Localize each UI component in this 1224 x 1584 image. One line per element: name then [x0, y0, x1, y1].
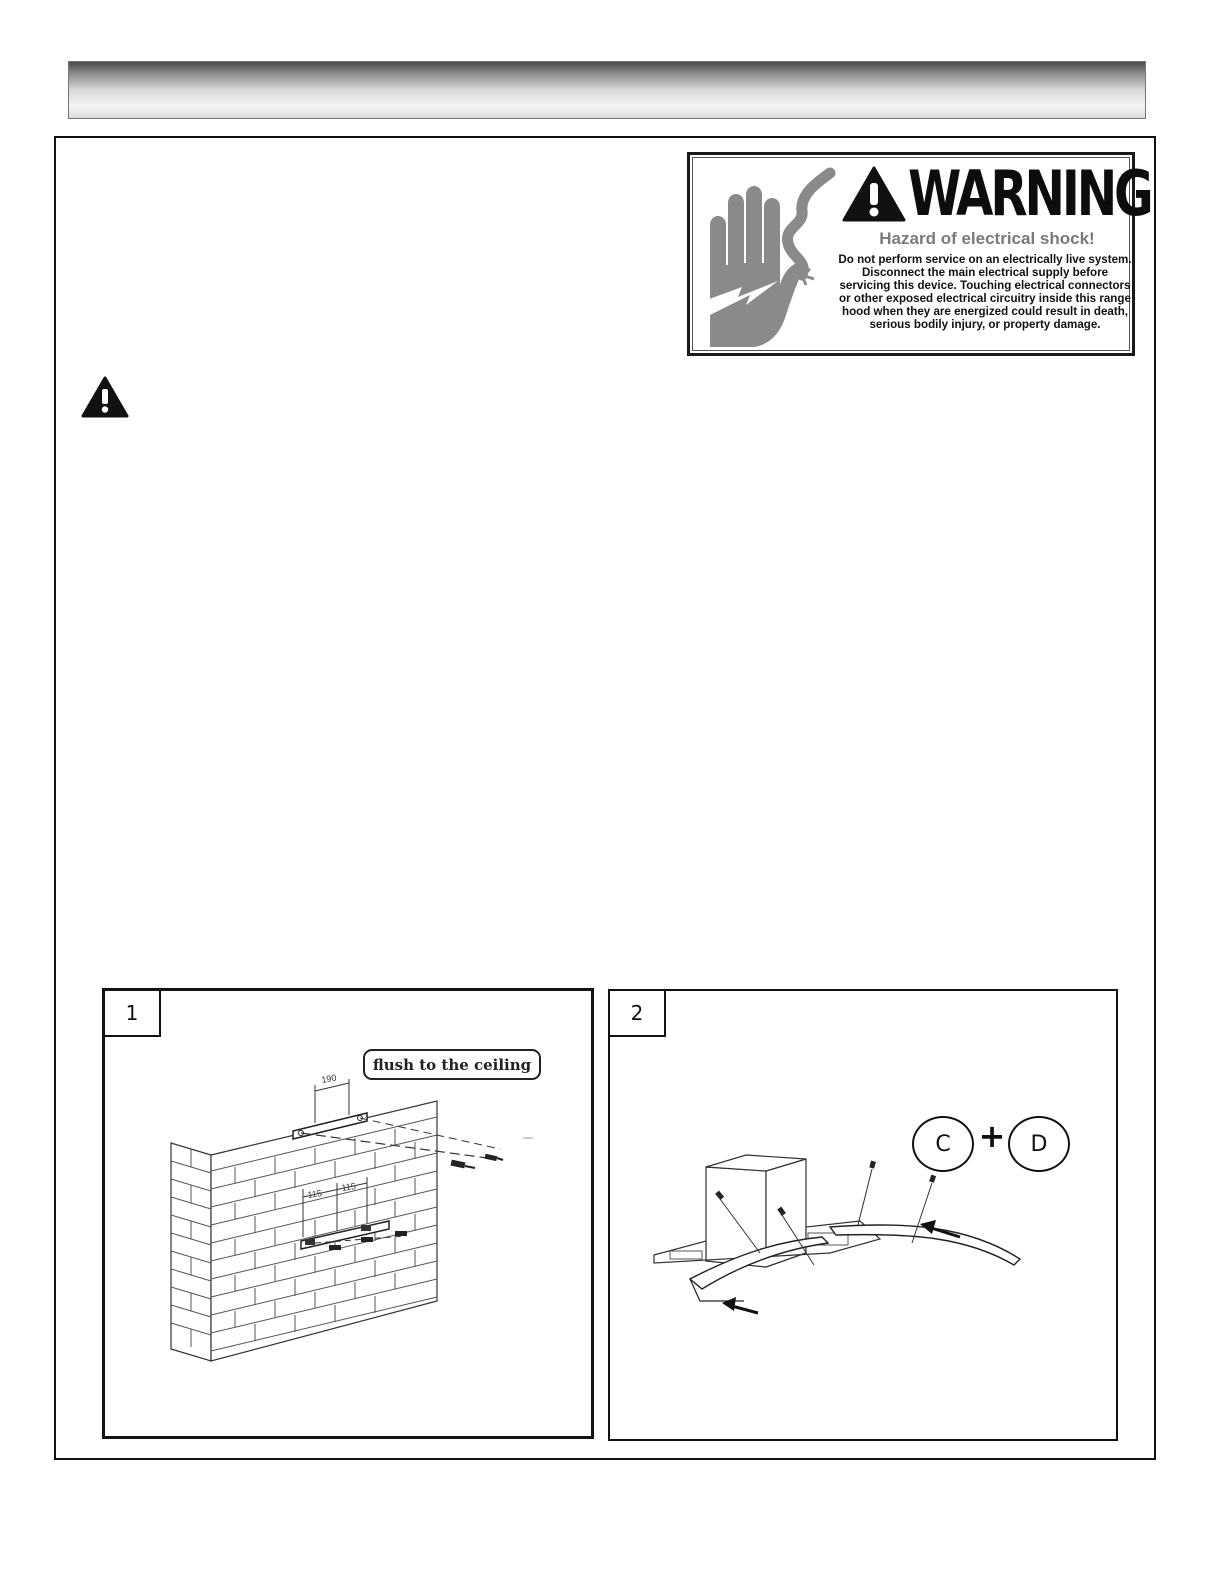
dimension-190: 190 — [320, 1072, 338, 1085]
part-c-label: C — [912, 1116, 974, 1172]
arrow-left-icon — [722, 1297, 758, 1313]
warning-triangle-icon — [81, 376, 129, 418]
warning-title-row — [842, 157, 1151, 230]
warning-title: WARNING — [908, 157, 1151, 230]
flush-to-ceiling-callout: flush to the ceiling — [363, 1049, 541, 1080]
electrical-warning-label — [687, 152, 1151, 356]
dimension-115-left: 115 — [306, 1188, 323, 1200]
figure-1-panel — [102, 988, 594, 1439]
warning-subtitle: Hazard of electrical shock! — [879, 229, 1095, 248]
plus-sign: + — [978, 1117, 1006, 1155]
figure-2-panel — [608, 989, 1118, 1441]
warning-body: Do not perform service on an electrically live system. Disconnect the main electrical supply before servicing this device. Touching electrical connectors or other exposed electrical circuitry inside this range hood when they are energized could result in death, serious bodily injury, or property damage. — [838, 253, 1132, 331]
warning-triangle-icon — [842, 166, 906, 222]
screw-icon — [485, 1154, 503, 1161]
figure-2-number: 2 — [610, 991, 666, 1037]
part-d-label: D — [1008, 1116, 1070, 1172]
screw-icon — [451, 1160, 475, 1169]
electric-shock-hand-icon — [698, 165, 840, 351]
dimension-115-right: 115 — [340, 1181, 357, 1193]
header-bar — [68, 61, 1146, 119]
hood-glass-assembly-diagram — [610, 991, 1116, 1439]
figure-1-number: 1 — [105, 991, 161, 1037]
